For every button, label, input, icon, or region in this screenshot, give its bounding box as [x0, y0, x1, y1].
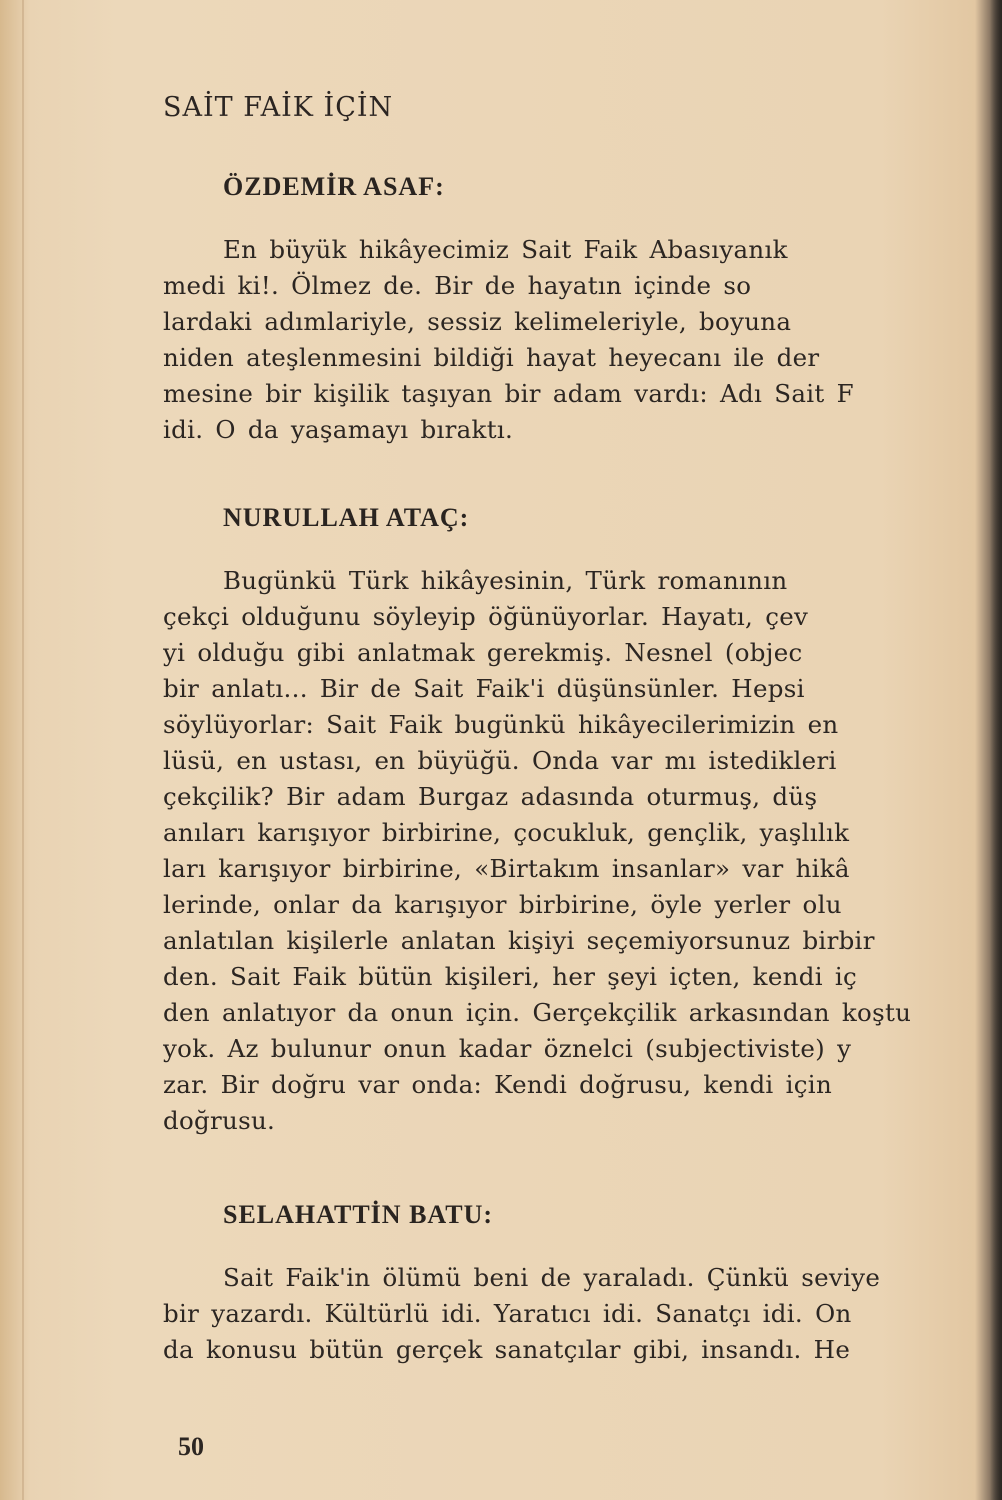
running-head: SAİT FAİK İÇİN: [163, 92, 394, 123]
section-ozdemir-asaf: [163, 172, 993, 448]
page-number: 50: [178, 1432, 204, 1461]
text-line: niden ateşlenmesini bildiği hayat heyecanı ile der: [163, 343, 820, 372]
text-line: En büyük hikâyecimiz Sait Faik Abasıyanık: [223, 235, 788, 264]
text-line: çekçilik? Bir adam Burgaz adasında oturmuş, düş: [163, 782, 818, 811]
text-line: lerinde, onlar da karışıyor birbirine, öyle yerler olu: [163, 890, 842, 919]
section-heading: NURULLAH ATAÇ:: [223, 503, 470, 532]
text-line: yi olduğu gibi anlatmak gerekmiş. Nesnel (objec: [163, 638, 803, 667]
gutter-line: [22, 0, 24, 1500]
text-line: den anlatıyor da onun için. Gerçekçilik arkasından koştu: [163, 998, 912, 1027]
text-line: medi ki!. Ölmez de. Bir de hayatın içinde so: [163, 271, 752, 300]
section-heading: ÖZDEMİR ASAF:: [223, 172, 445, 201]
section-selahattin-batu: [163, 1200, 993, 1368]
text-line: den. Sait Faik bütün kişileri, her şeyi içten, kendi iç: [163, 962, 858, 991]
text-line: zar. Bir doğru var onda: Kendi doğrusu, kendi için: [163, 1070, 833, 1099]
text-line: anlatılan kişilerle anlatan kişiyi seçemiyorsunuz birbir: [163, 926, 875, 955]
text-line: ları karışıyor birbirine, «Birtakım insanlar» var hikâ: [163, 854, 850, 883]
text-line: lardaki adımlariyle, sessiz kelimeleriyle, boyuna: [163, 307, 792, 336]
text-line: anıları karışıyor birbirine, çocukluk, gençlik, yaşlılık: [163, 818, 850, 847]
text-line: da konusu bütün gerçek sanatçılar gibi, insandı. He: [163, 1335, 851, 1364]
text-line: Bugünkü Türk hikâyesinin, Türk romanının: [223, 566, 788, 595]
text-line: idi. O da yaşamayı bıraktı.: [163, 415, 514, 444]
section-heading: SELAHATTİN BATU:: [223, 1200, 494, 1229]
text-line: lüsü, en ustası, en büyüğü. Onda var mı istedikleri: [163, 746, 837, 775]
text-line: mesine bir kişilik taşıyan bir adam vardı: Adı Sait F: [163, 379, 854, 408]
text-line: yok. Az bulunur onun kadar öznelci (subjectiviste) y: [163, 1034, 852, 1063]
text-line: çekçi olduğunu söyleyip öğünüyorlar. Hayatı, çev: [163, 602, 809, 631]
text-line: bir anlatı... Bir de Sait Faik'i düşünsünler. Hepsi: [163, 674, 805, 703]
text-line: Sait Faik'in ölümü beni de yaraladı. Çünkü seviye: [223, 1263, 881, 1292]
text-line: bir yazardı. Kültürlü idi. Yaratıcı idi. Sanatçı idi. On: [163, 1299, 852, 1328]
section-nurullah-atac: [163, 503, 993, 1139]
section-paragraph: [163, 563, 993, 1139]
text-line: söylüyorlar: Sait Faik bugünkü hikâyecilerimizin en: [163, 710, 839, 739]
text-line: doğrusu.: [163, 1106, 276, 1135]
section-paragraph: [163, 232, 993, 448]
section-paragraph: [163, 1260, 993, 1368]
